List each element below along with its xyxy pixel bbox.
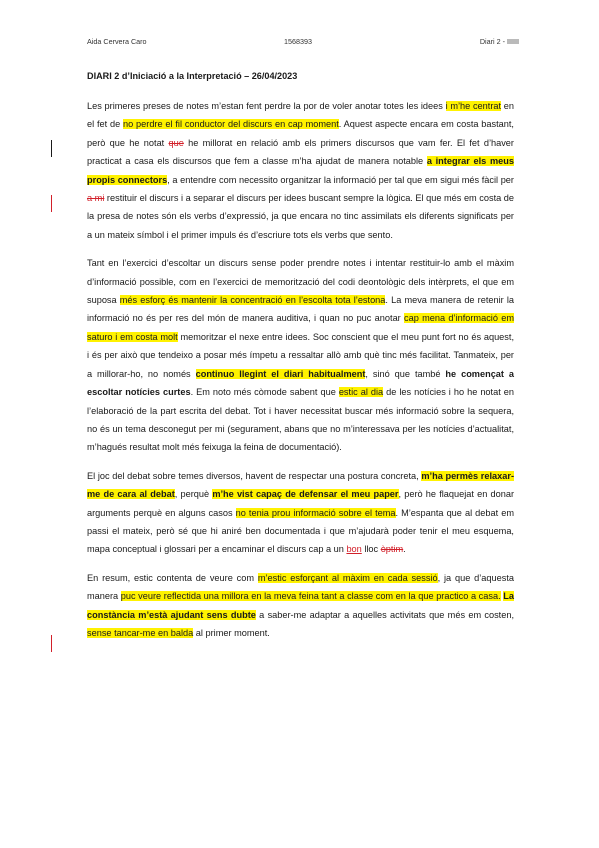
paragraph-2 bbox=[87, 254, 514, 456]
highlighted-text: no perdre el fil conductor del discurs en cap moment bbox=[123, 119, 339, 130]
document-body bbox=[87, 97, 514, 654]
text-run: , a entendre com necessito organitzar la informació per tal que em sigui més fàcil per bbox=[167, 174, 514, 185]
bold-text: he començat a escoltar notícies curtes bbox=[87, 368, 515, 398]
text-run: . Aquest aspecte encara em costa bastant, però que he notat bbox=[87, 119, 514, 148]
text-run: , ja que d’aquesta manera bbox=[87, 572, 514, 602]
highlighted-text: m’he vist capaç de defensar el meu paper bbox=[212, 489, 399, 500]
highlighted-text: i m’he centrat bbox=[445, 101, 502, 111]
text-run: , perquè bbox=[174, 489, 213, 500]
paragraph-4 bbox=[87, 569, 514, 643]
change-bar bbox=[51, 195, 52, 212]
text-run: memoritzar el nexe entre idees. Soc conscient que el meu punt fort no és aquest, i és per això que tendeixo a posar més ímpetu a ressaltar allò amb què tinc més facilitat. Tanmateix, per a millorar-ho, no només bbox=[87, 331, 514, 379]
text-run: El joc del debat sobre temes diversos, havent de respectar una postura concreta, bbox=[87, 470, 422, 481]
deleted-text: a mi bbox=[87, 193, 105, 204]
highlighted-text: no tenia prou informació sobre el tema bbox=[235, 507, 396, 518]
deleted-text: òptim bbox=[380, 544, 404, 555]
text-run: a saber-me adaptar a aquelles activitats que més em costen, bbox=[255, 609, 515, 620]
highlighted-text: a integrar els meus propis connectors bbox=[87, 156, 514, 185]
document-title: DIARI 2 d’Iniciació a la Interpretació – 26/04/2023 bbox=[87, 71, 298, 81]
highlighted-text: continuo llegint el diari habitualment bbox=[195, 368, 366, 379]
text-run: , sinó que també bbox=[365, 368, 446, 379]
text-run: en el fet de bbox=[87, 101, 514, 130]
paragraph-3 bbox=[87, 467, 514, 559]
text-run: Les primeres preses de notes m’estan fent perdre la por de voler anotar totes les idees bbox=[87, 101, 446, 111]
text-run: al primer moment. bbox=[193, 627, 270, 638]
highlighted-text: més esforç és mantenir la concentració en l’escolta tota l’estona bbox=[119, 295, 386, 306]
author-name: Aida Cervera Caro bbox=[87, 37, 147, 46]
text-run: , però he flaquejat en donar arguments perquè en alguns casos bbox=[87, 489, 515, 518]
text-run: En resum, estic contenta de veure com bbox=[87, 572, 258, 583]
text-run: lloc bbox=[361, 544, 381, 555]
highlighted-text: puc veure reflectida una millora en la meva feina tant a classe com en la que practico a casa. bbox=[120, 591, 501, 602]
paragraph-1 bbox=[87, 97, 514, 244]
highlighted-text: sense tancar-me en balda bbox=[87, 627, 194, 638]
inserted-text: bon bbox=[346, 544, 362, 555]
page-header bbox=[87, 37, 519, 49]
text-run: . bbox=[403, 544, 406, 555]
highlighted-text: m’ha permès relaxar-me de cara al debat bbox=[87, 470, 515, 500]
document-label: Diari 2 - IIIIII bbox=[479, 37, 519, 46]
text-run: . La meva manera de retenir la informació no és per res del món de manera auditiva, i quan no puc anotar bbox=[87, 295, 514, 324]
change-bar bbox=[51, 635, 52, 652]
highlighted-text: La constància m’està ajudant sens dubte bbox=[87, 591, 514, 620]
text-run: . Em noto més còmode sabent que bbox=[190, 387, 339, 398]
highlighted-text: cap mena d’informació em saturo i em costa molt bbox=[87, 313, 514, 342]
change-bar bbox=[51, 140, 52, 157]
text-run: restituir el discurs i a separar el discurs per idees buscant sempre la lògica. El que més em costa de la presa de notes són els verbs d’expressió, ja que encara no tinc assimilats els diferents significats per a un mateix símbol i el primer impuls és d’escriure tots els verbs que sento. bbox=[87, 193, 515, 240]
deleted-text: que bbox=[168, 137, 184, 148]
text-run: he millorat en relació amb els primers discursos que vam fer. El fet d’haver practicat a casa els discursos que fem a classe m’ha ajudat de manera notable bbox=[87, 137, 514, 167]
student-id: 1568393 bbox=[284, 37, 312, 46]
text-run: Tant en l’exercici d’escoltar un discurs sense poder prendre notes i intentar restituir-lo amb el màxim d’informació possible, com en l’exercici de memorització del codi deontològic dels intèrprets, el que em suposa bbox=[87, 258, 514, 306]
highlighted-text: estic al dia bbox=[338, 387, 384, 398]
text-run: de les notícies i ho he notat en l’elaboració de la part escrita del debat. Tot i haver necessitat buscar més informació sobre la sequera, no és un tema desconegut per mi (segurament, abans que no m’interessava per les notícies d’actualitat, m’hagués resultat molt més feixuga la feina de documentació). bbox=[87, 387, 514, 453]
text-run: . M’espanta que al debat em passi el mateix, però sé que hi aniré ben documentada i que m’ajudarà poder tenir el meu esquema, mapa conceptual i glossari per a encaminar el discurs cap a un bbox=[87, 507, 514, 555]
highlighted-text: m’estic esforçant al màxim en cada sessió bbox=[257, 572, 438, 583]
